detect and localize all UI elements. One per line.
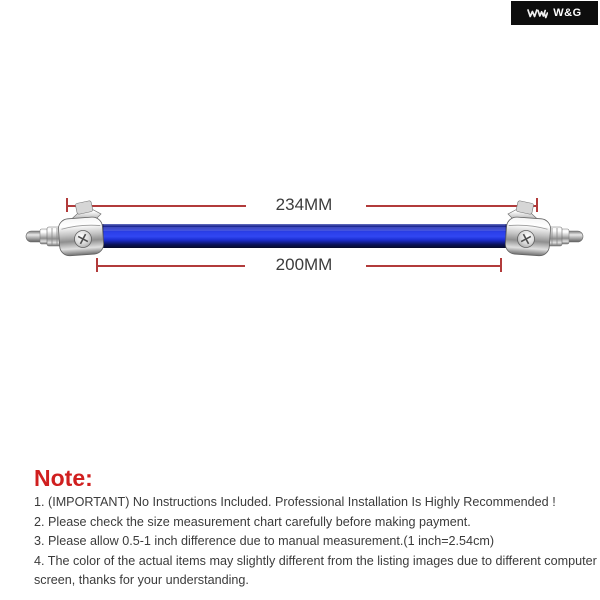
note-heading: Note: xyxy=(34,465,93,491)
brand-badge xyxy=(511,1,598,25)
dimension-line-segment xyxy=(366,265,501,267)
tube-length-label: 200MM xyxy=(275,255,333,274)
note-line-3: 3. Please allow 0.5-1 inch difference due to manual measurement.(1 inch=2.54cm) xyxy=(34,534,495,548)
note-line-2: 2. Please check the size measurement chart carefully before making payment. xyxy=(34,514,471,529)
note-section xyxy=(34,465,597,591)
note-line-4: 4. The color of the actual items may slightly different from the listing images due to different computer xyxy=(34,553,597,568)
brand-name: W&G xyxy=(553,7,582,19)
dimension-tick-right xyxy=(500,258,502,272)
rod-blue-tube xyxy=(97,224,512,248)
brand-chevrons-icon xyxy=(527,8,548,19)
right-end-fitting xyxy=(505,200,583,256)
dimension-line-segment xyxy=(96,265,245,267)
note-line-4-continued: screen, thanks for your understanding. xyxy=(34,573,249,587)
note-line-1: 1. (IMPORTANT) No Instructions Included. Professional Installation Is Highly Recommended ! xyxy=(34,495,556,509)
left-end-fitting xyxy=(26,200,104,256)
total-length-label: 234MM xyxy=(275,195,333,214)
